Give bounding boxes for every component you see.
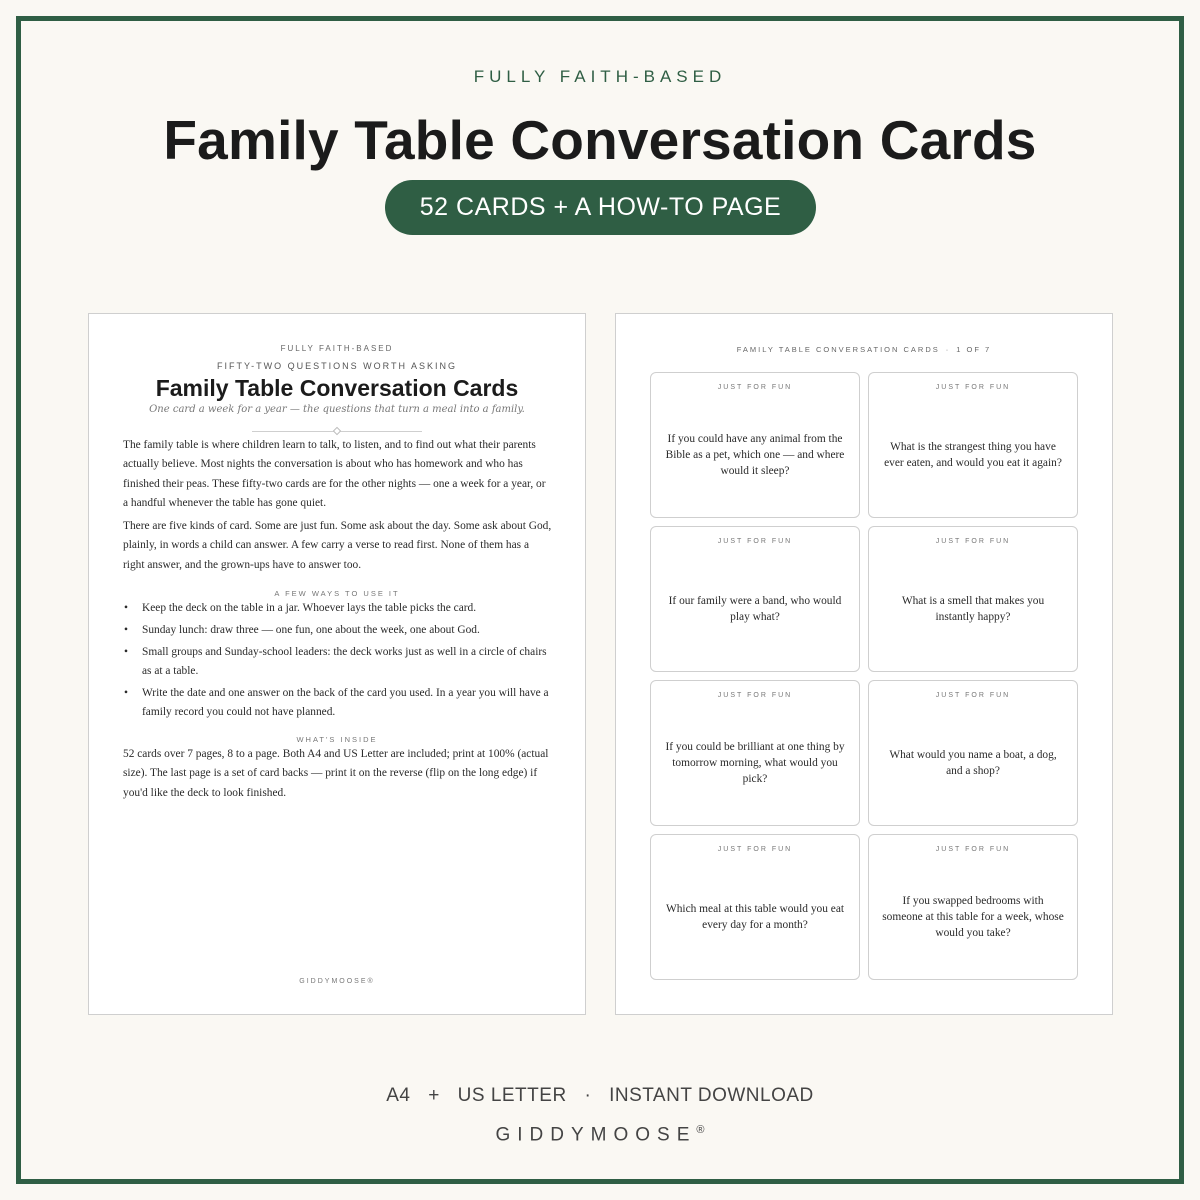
page-eyebrow: FULLY FAITH-BASED (280, 344, 394, 353)
conversation-card (868, 834, 1078, 980)
card-category: JUST FOR FUN (935, 846, 1011, 853)
list-item (123, 621, 553, 640)
cards-page-title: FAMILY TABLE CONVERSATION CARDS (736, 345, 940, 354)
page-tagline: One card a week for a year — the questions that turn a meal into a family. (149, 404, 525, 415)
list-item-text: Small groups and Sunday-school leaders: the deck works just as well in a circle of chairs as at a table. (142, 645, 547, 677)
section-heading-ways: A FEW WAYS TO USE IT (274, 589, 400, 598)
contents-paragraph: 52 cards over 7 pages, 8 to a page. Both A4 and US Letter are included; print at 100% (actual size). The last page is a set of card backs — print it on the reverse (flip on the long edge) if you'd like the deck to look finished. (123, 748, 549, 799)
intro-paragraph: The family table is where children learn to talk, to listen, and to find out what their parents actually believe. Most nights the conversation is about who has homework and who has finished their peas. These fifty-two cards are for the other nights — one a week for a year, or a handful whenever the table has gone quiet. (123, 439, 546, 509)
list-item-text: Write the date and one answer on the back of the card you used. In a year you will have a family record you could not have planned. (142, 686, 549, 718)
main-title: Family Table Conversation Cards (163, 109, 1037, 171)
card-category: JUST FOR FUN (717, 846, 793, 853)
list-item-text: Keep the deck on the table in a jar. Whoever lays the table picks the card. (142, 602, 477, 614)
card-category: JUST FOR FUN (717, 538, 793, 545)
card-category: JUST FOR FUN (935, 692, 1011, 699)
bullet-icon: • (124, 623, 128, 636)
conversation-card (650, 834, 860, 980)
card-question: If our family were a band, who would play what? (668, 595, 842, 623)
download-label: INSTANT DOWNLOAD (609, 1085, 814, 1106)
format-us-letter: US LETTER (457, 1085, 567, 1106)
card-question: If you swapped bedrooms with someone at this table for a week, whose would you take? (882, 895, 1064, 939)
usage-list (123, 599, 553, 725)
card-question: Which meal at this table would you eat every day for a month? (665, 903, 845, 931)
how-to-page-preview (88, 313, 586, 1015)
card-types-paragraph: There are five kinds of card. Some are just fun. Some ask about the day. Some ask about God, plainly, in words a child can answer. A few carry a verse to read first. None of them has a right answer, and the grown-ups have to answer too. (123, 520, 552, 571)
card-category: JUST FOR FUN (717, 384, 793, 391)
card-question: What is the strangest thing you have ever eaten, and would you eat it again? (884, 441, 1062, 469)
brand-wordmark (0, 1124, 1200, 1146)
format-a4: A4 (386, 1085, 411, 1106)
card-question: If you could be brilliant at one thing by tomorrow morning, what would you pick? (665, 741, 845, 785)
conversation-card (868, 526, 1078, 672)
section-heading-inside: WHAT'S INSIDE (296, 735, 378, 744)
card-count-badge: 52 CARDS + A HOW-TO PAGE (385, 180, 816, 235)
list-item (123, 599, 553, 618)
cards-page-header (616, 345, 1112, 354)
format-info (0, 1085, 1200, 1107)
header-separator: · (945, 345, 951, 354)
card-category: JUST FOR FUN (717, 692, 793, 699)
conversation-card (650, 680, 860, 826)
format-plus: + (428, 1085, 440, 1106)
conversation-card (868, 680, 1078, 826)
card-question: What would you name a boat, a dog, and a shop? (889, 749, 1057, 777)
brand-name: GIDDYMOOSE (495, 1124, 697, 1146)
conversation-card (868, 372, 1078, 518)
diamond-ornament-icon (333, 427, 341, 435)
list-item (123, 643, 553, 682)
bullet-icon: • (124, 645, 128, 658)
card-category: JUST FOR FUN (935, 538, 1011, 545)
card-question: If you could have any animal from the Bible as a pet, which one — and where would it sleep? (665, 433, 845, 477)
format-separator: · (584, 1085, 592, 1106)
cards-page-preview (615, 313, 1113, 1015)
conversation-card (650, 526, 860, 672)
page-brand-footer: GIDDYMOOSE® (299, 978, 375, 985)
card-category: JUST FOR FUN (935, 384, 1011, 391)
page-title: Family Table Conversation Cards (155, 375, 519, 401)
conversation-card (650, 372, 860, 518)
list-item-text: Sunday lunch: draw three — one fun, one about the week, one about God. (142, 623, 480, 636)
list-item (123, 684, 553, 723)
page-subeyebrow: FIFTY-TWO QUESTIONS WORTH ASKING (216, 361, 457, 371)
bullet-icon: • (124, 602, 128, 614)
bullet-icon: • (124, 686, 128, 699)
registered-mark: ® (696, 1124, 705, 1136)
card-question: What is a smell that makes you instantly happy? (901, 595, 1045, 623)
page-number: 1 OF 7 (956, 345, 992, 354)
eyebrow-label: FULLY FAITH-BASED (473, 67, 727, 86)
